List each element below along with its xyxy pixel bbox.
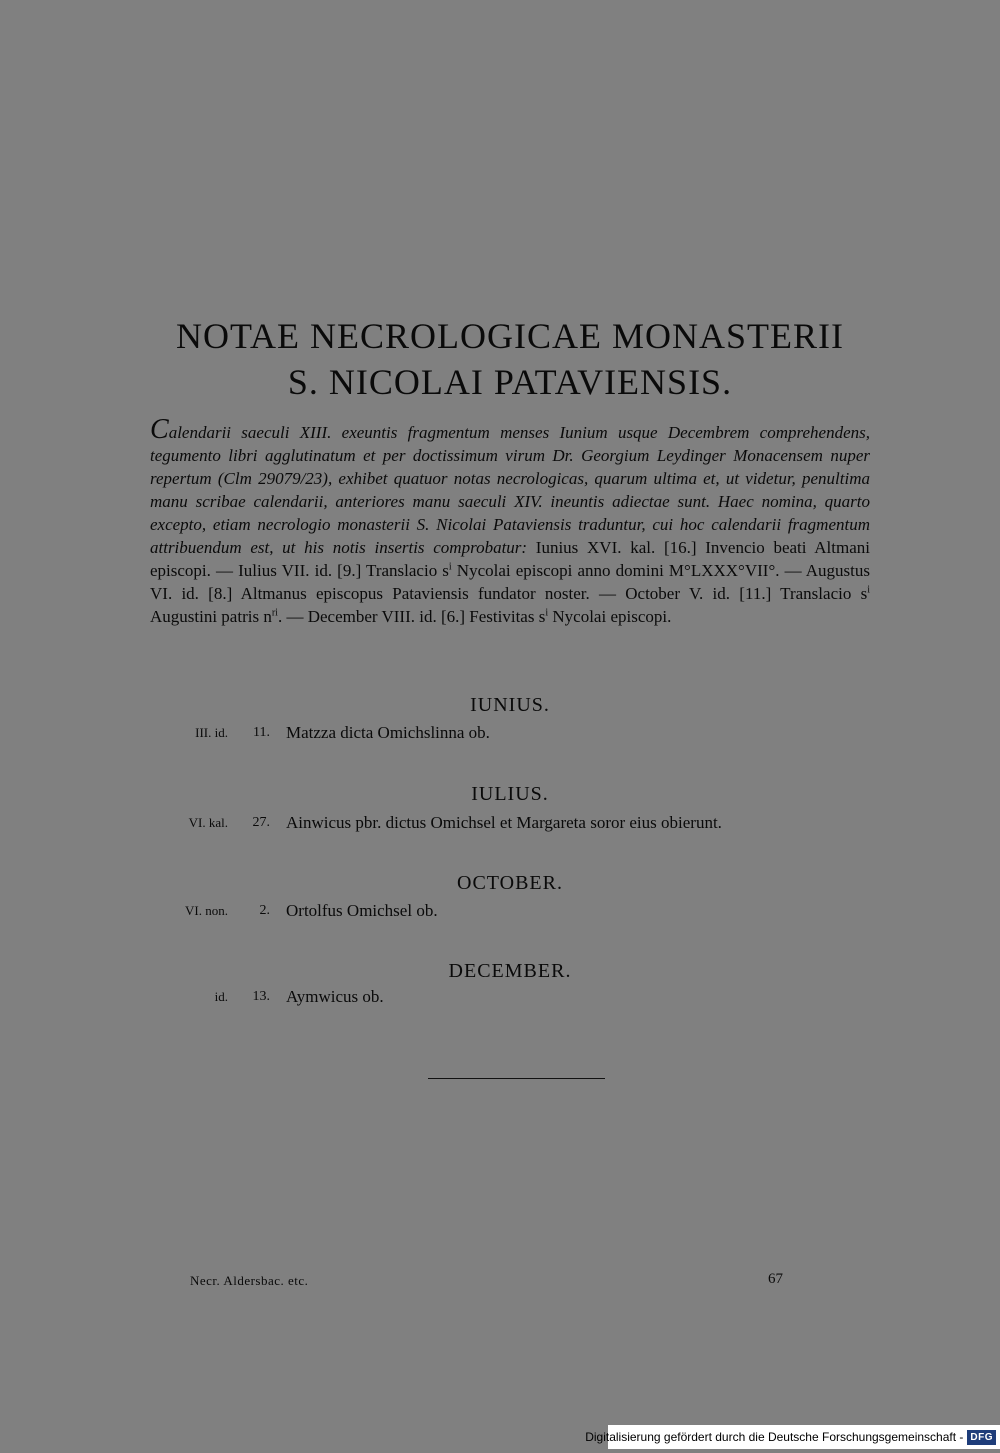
entry-date: VI. kal.	[188, 815, 228, 830]
calendar-entry	[150, 900, 870, 922]
intro-sup-3: ri	[271, 607, 278, 619]
entry-day: 27.	[252, 815, 270, 830]
month-heading-iulius: IULIUS.	[471, 783, 549, 805]
entry-text: Ainwicus pbr. dictus Omichsel et Margareta soror eius obierunt.	[286, 813, 722, 832]
end-rule-divider	[428, 1078, 605, 1079]
entry-text: Matzza dicta Omichslinna ob.	[286, 723, 490, 742]
month-heading-october: OCTOBER.	[457, 872, 563, 894]
calendar-entry	[150, 986, 870, 1008]
calendar-entry	[150, 722, 870, 744]
title-line-1: NOTAE NECROLOGICAE MONASTERII	[175, 316, 845, 356]
intro-text-3: Augustini patris n	[150, 607, 272, 626]
intro-sup-2: i	[867, 584, 870, 596]
entry-date: id.	[214, 989, 228, 1004]
intro-italic-text: alendarii saeculi XIII. exeuntis fragmentum menses Iunium usque Decembrem comprehendens, tegumento libri agglutinatum et per doctissimum virum Dr. Georgium Leydinger Monacensem nuper repertum (Clm 29079/23), exhibet quatuor notas necrologicas, quarum ultima et, ut videtur, penultima manu scribae calendarii, anteriores manu saeculi XIV. ineuntis adiectae sunt. Haec nomina, quarto excepto, etiam necrologio monasterii S. Nicolai Pataviensis traduntur, cui hoc calendarii fragmentum attribuendum est, ut his notis insertis comprobatur:	[150, 423, 870, 557]
intro-paragraph	[150, 414, 870, 628]
dfg-funding-text: Digitalisierung gefördert durch die Deutsche Forschungsgemeinschaft -	[585, 1430, 964, 1444]
month-heading-iunius: IUNIUS.	[470, 694, 550, 716]
calendar-entry	[150, 812, 870, 834]
entry-text: Aymwicus ob.	[286, 987, 384, 1006]
intro-text-1: Iunius XVI. kal. [16.] Invencio beati Altmani episcopi. — Iulius VII. id. [9.] Translacio s	[150, 538, 870, 580]
dfg-logo-icon: DFG	[967, 1430, 996, 1445]
page-number: 67	[768, 1271, 783, 1287]
entry-day: 13.	[252, 989, 270, 1004]
entry-day: 2.	[259, 903, 270, 918]
intro-sup-1: i	[448, 561, 452, 573]
entry-text: Ortolfus Omichsel ob.	[286, 901, 438, 920]
dfg-funding-banner	[585, 1425, 1000, 1449]
entry-date: III. id.	[195, 725, 228, 740]
intro-text-4: . — December VIII. id. [6.] Festivitas s	[277, 607, 546, 626]
intro-text-2: Nycolai episcopi anno domini M°LXXX°VII°. — Augustus VI. id. [8.] Altmanus episcopus Pataviensis fundator noster. — October V. id. [11.] Translacio s	[150, 561, 870, 603]
entry-date: VI. non.	[185, 903, 228, 918]
entry-day: 11.	[253, 725, 270, 740]
intro-sup-4: i	[545, 607, 549, 619]
running-footer-title: Necr. Aldersbac. etc.	[190, 1273, 309, 1288]
intro-dropcap: C	[150, 414, 169, 445]
month-heading-december: DECEMBER.	[448, 960, 572, 982]
intro-text-5: Nycolai episcopi.	[548, 607, 672, 626]
title-line-2: S. NICOLAI PATAVIENSIS.	[287, 362, 733, 402]
